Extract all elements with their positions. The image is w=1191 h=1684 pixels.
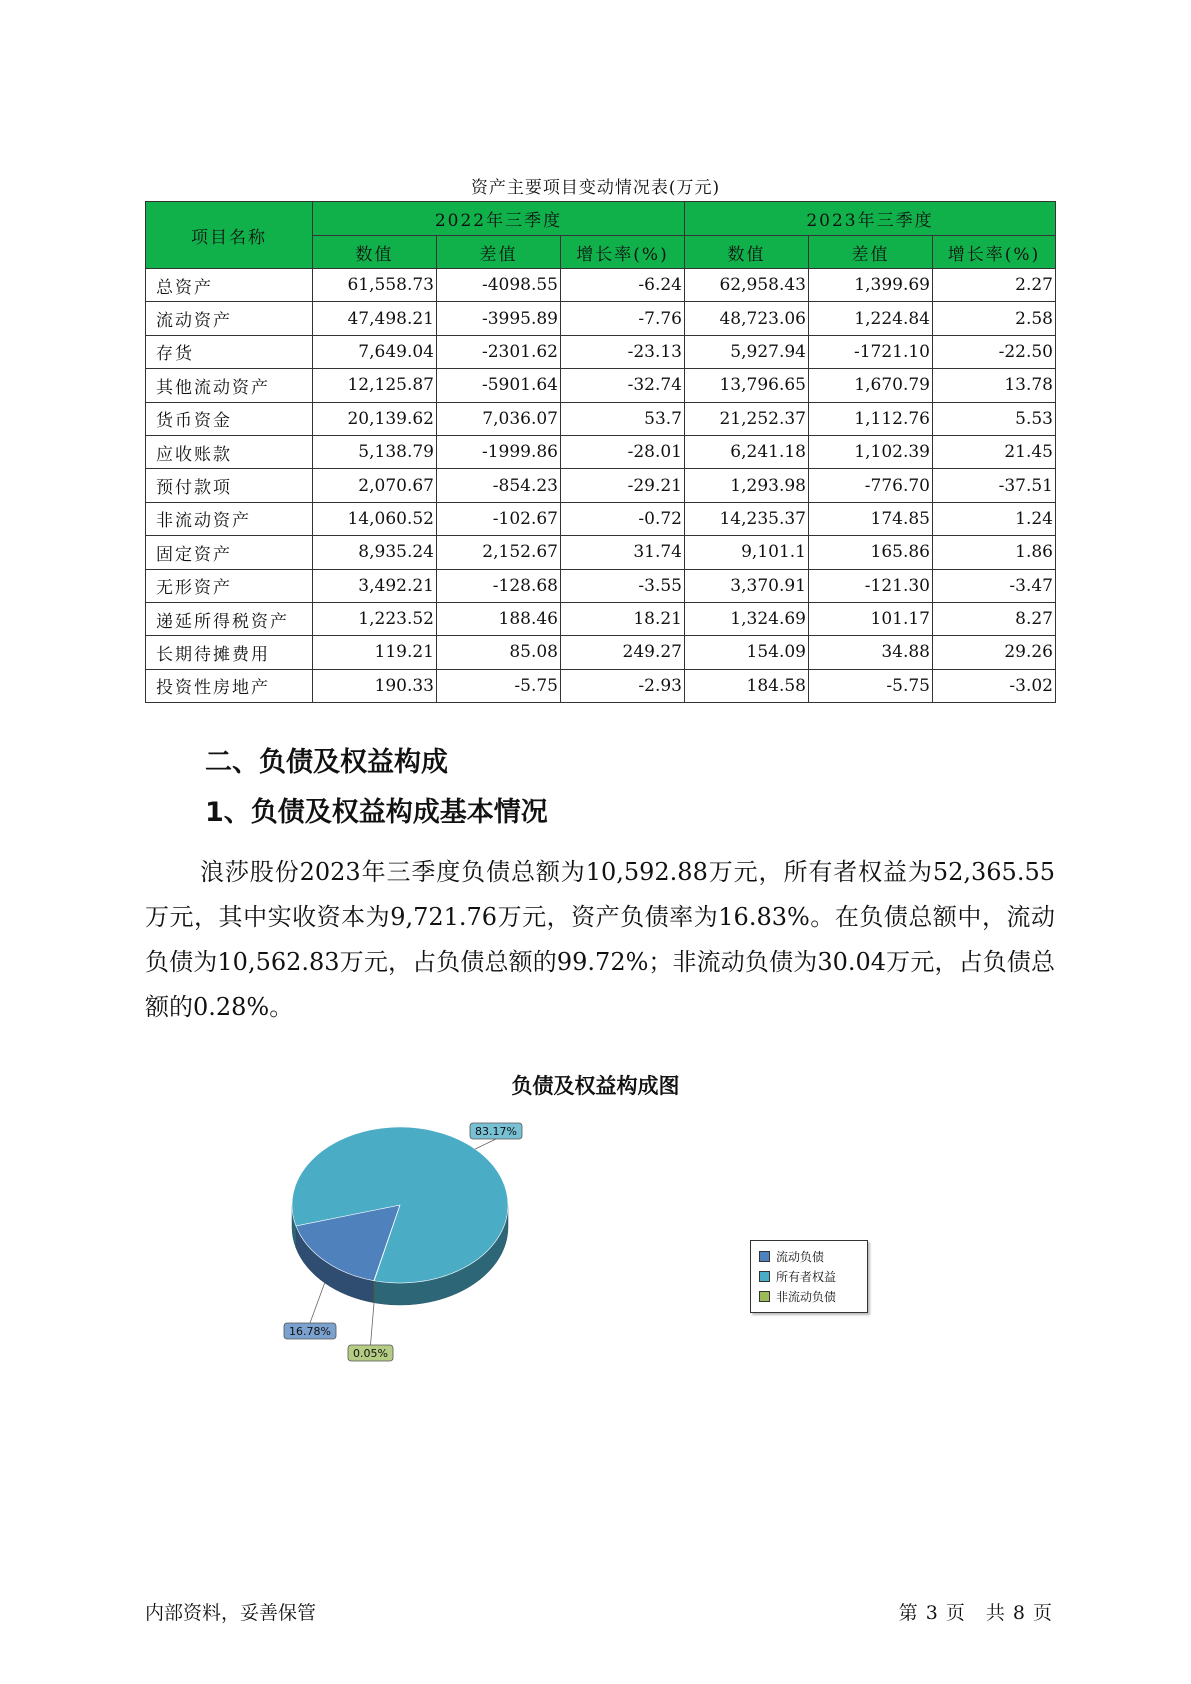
table-row (146, 369, 1056, 402)
cell-rate-2022: 18.21 (561, 602, 685, 635)
legend-label: 非流动负债 (776, 1289, 837, 1304)
cell-value-2022: 8,935.24 (313, 536, 437, 569)
cell-value-2022: 3,492.21 (313, 569, 437, 602)
cell-diff-2022: -2301.62 (437, 335, 561, 368)
cell-value-2023: 48,723.06 (685, 302, 809, 335)
cell-diff-2022: -5.75 (437, 669, 561, 702)
cell-diff-2022: -128.68 (437, 569, 561, 602)
cell-diff-2022: -102.67 (437, 502, 561, 535)
cell-rate-2023: -3.02 (933, 669, 1056, 702)
cell-diff-2023: 101.17 (809, 602, 933, 635)
cell-value-2022: 119.21 (313, 636, 437, 669)
cell-value-2022: 2,070.67 (313, 469, 437, 502)
cell-rate-2023: 29.26 (933, 636, 1056, 669)
table-row (146, 569, 1056, 602)
cell-rate-2022: -2.93 (561, 669, 685, 702)
cell-diff-2022: 188.46 (437, 602, 561, 635)
cell-value-2022: 1,223.52 (313, 602, 437, 635)
cell-value-2022: 190.33 (313, 669, 437, 702)
row-item-name: 预付款项 (146, 469, 313, 502)
cell-diff-2023: 1,670.79 (809, 369, 933, 402)
cell-diff-2023: 165.86 (809, 536, 933, 569)
cell-value-2023: 62,958.43 (685, 269, 809, 302)
header-year-2023: 2023年三季度 (685, 202, 1056, 236)
cell-diff-2023: -121.30 (809, 569, 933, 602)
cell-diff-2022: 7,036.07 (437, 402, 561, 435)
cell-rate-2023: 1.86 (933, 536, 1056, 569)
chart-legend (750, 1240, 868, 1313)
cell-diff-2022: -3995.89 (437, 302, 561, 335)
cell-rate-2023: -37.51 (933, 469, 1056, 502)
row-item-name: 总资产 (146, 269, 313, 302)
header-rate-2022: 增长率(%) (561, 236, 685, 269)
header-diff-2022: 差值 (437, 236, 561, 269)
header-value-2023: 数值 (685, 236, 809, 269)
cell-rate-2022: -32.74 (561, 369, 685, 402)
cell-value-2022: 61,558.73 (313, 269, 437, 302)
data-label-流动负债: 16.78% (289, 1325, 331, 1338)
cell-diff-2022: -854.23 (437, 469, 561, 502)
table-row (146, 302, 1056, 335)
data-label-非流动负债: 0.05% (353, 1347, 388, 1360)
label-leader-line (371, 1303, 375, 1345)
row-item-name: 应收账款 (146, 435, 313, 468)
table-caption: 资产主要项目变动情况表(万元) (470, 178, 721, 198)
cell-rate-2022: -0.72 (561, 502, 685, 535)
data-label-所有者权益: 83.17% (475, 1125, 517, 1138)
row-item-name: 无形资产 (146, 569, 313, 602)
cell-value-2023: 1,324.69 (685, 602, 809, 635)
cell-value-2023: 1,293.98 (685, 469, 809, 502)
cell-diff-2023: 34.88 (809, 636, 933, 669)
cell-value-2022: 20,139.62 (313, 402, 437, 435)
row-item-name: 非流动资产 (146, 502, 313, 535)
cell-rate-2022: -23.13 (561, 335, 685, 368)
cell-rate-2023: -3.47 (933, 569, 1056, 602)
subsection-heading: 1、负债及权益构成基本情况 (205, 797, 548, 828)
label-leader-line (310, 1283, 325, 1323)
cell-value-2023: 184.58 (685, 669, 809, 702)
cell-rate-2023: 21.45 (933, 435, 1056, 468)
cell-value-2023: 3,370.91 (685, 569, 809, 602)
cell-value-2023: 21,252.37 (685, 402, 809, 435)
header-year-2022: 2022年三季度 (313, 202, 685, 236)
row-item-name: 固定资产 (146, 536, 313, 569)
legend-swatch (759, 1251, 770, 1262)
row-item-name: 长期待摊费用 (146, 636, 313, 669)
header-value-2022: 数值 (313, 236, 437, 269)
cell-value-2022: 5,138.79 (313, 435, 437, 468)
footer-confidential-note: 内部资料，妥善保管 (145, 1602, 317, 1624)
cell-value-2023: 13,796.65 (685, 369, 809, 402)
cell-rate-2023: 2.58 (933, 302, 1056, 335)
cell-diff-2022: 85.08 (437, 636, 561, 669)
cell-value-2023: 6,241.18 (685, 435, 809, 468)
label-leader-line (475, 1139, 496, 1149)
cell-value-2023: 154.09 (685, 636, 809, 669)
cell-diff-2022: 2,152.67 (437, 536, 561, 569)
cell-diff-2023: 174.85 (809, 502, 933, 535)
table-row (146, 502, 1056, 535)
row-item-name: 递延所得税资产 (146, 602, 313, 635)
cell-value-2023: 9,101.1 (685, 536, 809, 569)
table-row (146, 669, 1056, 702)
cell-value-2023: 14,235.37 (685, 502, 809, 535)
cell-diff-2022: -4098.55 (437, 269, 561, 302)
table-row (146, 636, 1056, 669)
legend-swatch (759, 1271, 770, 1282)
table-row (146, 269, 1056, 302)
cell-rate-2023: 2.27 (933, 269, 1056, 302)
cell-rate-2022: 249.27 (561, 636, 685, 669)
legend-swatch (759, 1291, 770, 1302)
cell-rate-2023: 8.27 (933, 602, 1056, 635)
section-heading: 二、负债及权益构成 (205, 747, 448, 778)
cell-rate-2022: -6.24 (561, 269, 685, 302)
cell-diff-2023: 1,399.69 (809, 269, 933, 302)
cell-value-2023: 5,927.94 (685, 335, 809, 368)
cell-rate-2022: -28.01 (561, 435, 685, 468)
cell-diff-2023: 1,224.84 (809, 302, 933, 335)
cell-diff-2023: -776.70 (809, 469, 933, 502)
table-row (146, 536, 1056, 569)
header-rate-2023: 增长率(%) (933, 236, 1056, 269)
row-item-name: 其他流动资产 (146, 369, 313, 402)
table-row (146, 402, 1056, 435)
cell-rate-2022: -29.21 (561, 469, 685, 502)
cell-value-2022: 7,649.04 (313, 335, 437, 368)
table-row (146, 435, 1056, 468)
legend-label: 所有者权益 (776, 1269, 837, 1284)
cell-rate-2022: 31.74 (561, 536, 685, 569)
row-item-name: 投资性房地产 (146, 669, 313, 702)
cell-diff-2022: -5901.64 (437, 369, 561, 402)
cell-rate-2022: 53.7 (561, 402, 685, 435)
table-row (146, 335, 1056, 368)
pie-chart (289, 1125, 650, 1360)
cell-rate-2023: 5.53 (933, 402, 1056, 435)
cell-rate-2023: 1.24 (933, 502, 1056, 535)
footer-page-number: 第 3 页 共 8 页 (898, 1602, 1053, 1624)
cell-rate-2023: 13.78 (933, 369, 1056, 402)
row-item-name: 货币资金 (146, 402, 313, 435)
cell-diff-2023: 1,102.39 (809, 435, 933, 468)
cell-diff-2023: -5.75 (809, 669, 933, 702)
table-row (146, 469, 1056, 502)
cell-value-2022: 47,498.21 (313, 302, 437, 335)
cell-value-2022: 12,125.87 (313, 369, 437, 402)
cell-diff-2022: -1999.86 (437, 435, 561, 468)
cell-diff-2023: -1721.10 (809, 335, 933, 368)
cell-rate-2022: -7.76 (561, 302, 685, 335)
legend-item (759, 1286, 859, 1306)
legend-label: 流动负债 (776, 1249, 825, 1264)
legend-item (759, 1246, 859, 1266)
header-item-name: 项目名称 (146, 202, 313, 269)
asset-change-table (145, 201, 1056, 703)
cell-rate-2022: -3.55 (561, 569, 685, 602)
cell-value-2022: 14,060.52 (313, 502, 437, 535)
cell-rate-2023: -22.50 (933, 335, 1056, 368)
chart-title: 负债及权益构成图 (511, 1074, 680, 1098)
body-paragraph: 浪莎股份2023年三季度负债总额为10,592.88万元，所有者权益为52,365.55万元，其中实收资本为9,721.76万元，资产负债率为16.83%。在负债总额中，流动负债为10,562.83万元，占负债总额的99.72%；非流动负债为30.04万元，占负债总额的0.28%。 (145, 858, 1055, 1021)
row-item-name: 存货 (146, 335, 313, 368)
cell-diff-2023: 1,112.76 (809, 402, 933, 435)
table-row (146, 602, 1056, 635)
header-diff-2023: 差值 (809, 236, 933, 269)
legend-item (759, 1266, 859, 1286)
row-item-name: 流动资产 (146, 302, 313, 335)
